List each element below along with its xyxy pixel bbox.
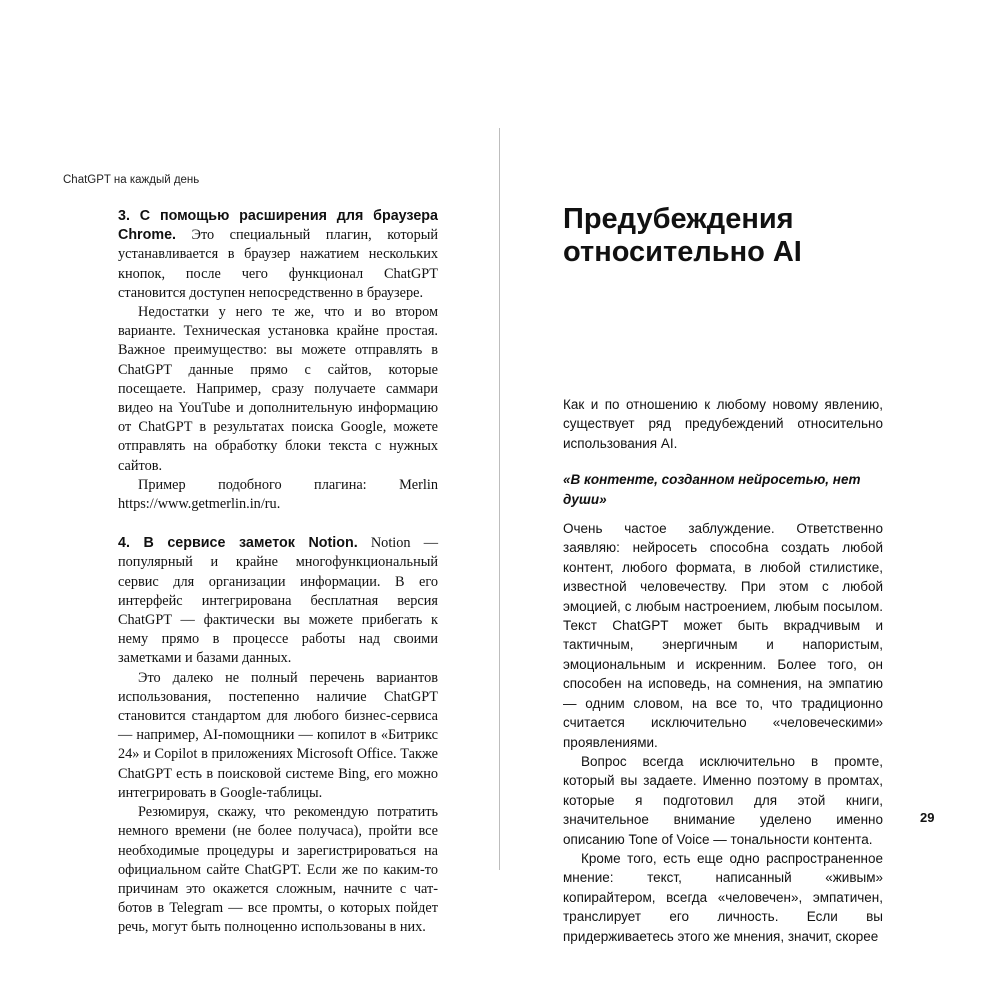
paragraph-text: Notion —популярный и крайне многофункциональный сервис для организации информации. В его интерфейс интегрирована бесплатная версия ChatGPT — фактически вы можете прибегать к нему прямо в процессе работы над своими заметками и базами данных. — [118, 535, 438, 667]
page-number: 29 — [920, 810, 935, 825]
chapter-title — [563, 203, 893, 269]
chapter-title-line: относительно AI — [563, 236, 802, 268]
body-paragraph: Очень частое заблуждение. Ответственно заявляю: нейросеть способна создать любой контент, любого формата, в любой стилистике, известной человечеству. При этом с любой эмоцией, с любым настроением, любым посылом. Текст ChatGPT может быть вкрадчивым и тактичным, энергичным и напористым, эмоциональным и искренним. Более того, он способен на исповедь, на сомнения, на эмпатию — одним словом, на все то, что традиционно считается исключительно «человеческими» проявлениями. — [563, 521, 883, 750]
paragraph-drawbacks: Недостатки у него те же, что и во втором варианте. Техническая установка крайне простая. Важное преимущество: вы можете отправлять в ChatGPT данные прямо с сайтов, которые посещаете. Например, сразу получаете саммари видео на YouTube и дополнительную информацию от ChatGPT в результатах поиска Google, можете отправлять на обработку блоки текста с нужных сайтов. — [118, 304, 438, 474]
section-subheading: «В контенте, созданном нейросетью, нет души» — [563, 472, 861, 507]
intro-paragraph: Как и по отношению к любому новому явлению, существует ряд предубеждений относительно использования AI. — [563, 397, 883, 451]
body-paragraph: Кроме того, есть еще одно распространенное мнение: текст, написанный «живым» копирайтером, всегда «человечен», эмпатичен, транслирует его личность. Если вы придерживаетесь этого же мнения, значит, скорее — [563, 850, 883, 944]
chapter-title-line: Предубеждения — [563, 203, 794, 235]
paragraph-other-variants: Это далеко не полный перечень вариантов использования, постепенно наличие ChatGPT становится стандартом для любого бизнес-сервиса — например, AI-помощники — копилот в «Битрикс 24» и Copilot в приложениях Microsoft Office. Также ChatGPT есть в поисковой системе Bing, его можно интегрировать в Google-таблицы. — [118, 669, 438, 801]
paragraph-notion — [118, 534, 438, 668]
paragraph-plugin-example: Пример подобного плагина: Merlin https://www.getmerlin.in/ru. — [118, 476, 438, 513]
page-gutter — [499, 128, 500, 870]
body-paragraph: Вопрос всегда исключительно в промте, который вы задаете. Именно поэтому в промтах, которые я подготовил для этой книги, значительное внимание уделено именно описанию Tone of Voice — тональности контента. — [563, 753, 883, 847]
paragraph-chrome-extension — [118, 207, 438, 303]
paragraph-lead: 4. В сервисе заметок Notion. — [118, 535, 358, 552]
paragraph-lead: 3. С помощью расширения для браузера Chrome. — [118, 208, 438, 244]
left-page-body — [118, 207, 438, 938]
right-page-body — [563, 395, 883, 946]
running-head: ChatGPT на каждый день — [63, 174, 200, 186]
paragraph-text: Это специальный плагин, который устанавливается в браузер нажатием нескольких кнопок, после чего функционал ChatGPT становится доступен непосредственно в браузере. — [118, 227, 438, 301]
paragraph-summary: Резюмируя, скажу, что рекомендую потратить немного времени (не более получаса), пройти все необходимые процедуры и зарегистрироваться на официальном сайте ChatGPT. Если же по каким-то причинам это окажется сложным, начните с чат-ботов в Telegram — все промты, о которых пойдет речь, могут быть полноценно использованы в них. — [118, 804, 438, 936]
